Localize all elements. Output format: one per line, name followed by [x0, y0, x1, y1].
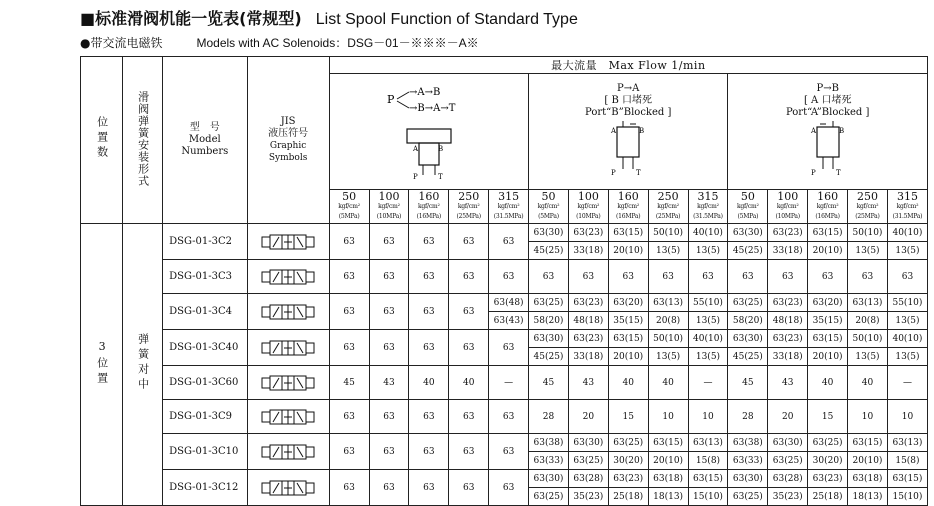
flow-value-upper: 63(38) [529, 434, 569, 452]
flow-value-lower: 58(20) [529, 312, 569, 330]
flow-value-lower: 35(15) [608, 312, 648, 330]
flow-value-lower: 20(10) [608, 242, 648, 260]
flow-value-upper: 63(30) [728, 330, 768, 348]
flow-value: 63 [768, 260, 808, 294]
flow-value: 63 [728, 260, 768, 294]
flow-value: 63 [648, 260, 688, 294]
pressure-header: 100 kgf/cm² (10MPa) [768, 190, 808, 224]
flow-value-upper: 50(10) [648, 224, 688, 242]
flow-value: 63 [329, 224, 369, 260]
flow-value-upper: 63(20) [608, 294, 648, 312]
flow-value-lower: 13(5) [887, 312, 927, 330]
flow-value: 63 [489, 434, 529, 470]
flow-value: — [489, 366, 529, 400]
table-row [81, 470, 928, 488]
flow-value: 45 [728, 366, 768, 400]
flow-value-lower: 13(5) [688, 348, 728, 366]
flow-value: 63 [409, 294, 449, 330]
flow-value-lower: 30(20) [608, 452, 648, 470]
svg-text:B: B [639, 126, 645, 135]
subtitle [80, 34, 479, 51]
flow-value-upper: 50(10) [848, 330, 888, 348]
flow-value-upper: 63(23) [768, 330, 808, 348]
graphic-symbol [247, 330, 329, 366]
flow-value-upper: 63(25) [728, 294, 768, 312]
flow-value: 63 [449, 260, 489, 294]
flow-value-lower: 33(18) [568, 348, 608, 366]
flow-value-lower: 35(23) [768, 488, 808, 506]
flow-value-lower: 63(25) [568, 452, 608, 470]
svg-text:→B→A→T: →B→A→T [408, 103, 456, 114]
flow-value-upper: 63(28) [768, 470, 808, 488]
flow-value: 43 [369, 366, 409, 400]
flow-value: 63 [808, 260, 848, 294]
group1-header [329, 74, 528, 190]
flow-value-lower: 13(5) [887, 242, 927, 260]
flow-value: 45 [529, 366, 569, 400]
flow-value: 63 [409, 224, 449, 260]
flow-value-lower: 25(18) [608, 488, 648, 506]
graphic-symbol [247, 434, 329, 470]
flow-value-lower: 20(10) [648, 452, 688, 470]
svg-text:→A→B: →A→B [408, 87, 441, 98]
flow-value: 63 [329, 294, 369, 330]
flow-value-upper: 63(13) [648, 294, 688, 312]
flow-value-lower: 15(10) [688, 488, 728, 506]
flow-value-lower: 20(10) [808, 242, 848, 260]
graphic-symbol-icon [260, 266, 316, 288]
flow-value-upper: 63(15) [808, 224, 848, 242]
flow-value: 10 [688, 400, 728, 434]
spool-spring-header: 滑阀弹簧安装形式 [123, 57, 163, 224]
pressure-header: 50 kgf/cm² (5MPa) [728, 190, 768, 224]
graphic-symbol [247, 294, 329, 330]
flow-value-lower: 33(18) [568, 242, 608, 260]
flow-value: — [887, 366, 927, 400]
flow-value-lower: 30(20) [808, 452, 848, 470]
flow-value-upper: 63(15) [887, 470, 927, 488]
flow-value-upper: 63(13) [688, 434, 728, 452]
flow-value-upper: 63(23) [608, 470, 648, 488]
model-number: DSG-01-3C40 [163, 330, 247, 366]
pressure-header: 160 kgf/cm² (16MPa) [409, 190, 449, 224]
flow-value: 63 [369, 260, 409, 294]
table-row [81, 224, 928, 242]
flow-value-lower: 13(5) [648, 348, 688, 366]
page-title [80, 6, 578, 29]
flow-value-lower: 45(25) [529, 348, 569, 366]
graphic-symbol-icon [260, 372, 316, 394]
flow-value-lower: 20(10) [608, 348, 648, 366]
svg-text:A: A [611, 126, 617, 135]
flow-value-upper: 63(30) [529, 330, 569, 348]
pressure-header: 315 kgf/cm² (31.5MPa) [489, 190, 529, 224]
flow-value-upper: 50(10) [848, 224, 888, 242]
flow-value-lower: 35(15) [808, 312, 848, 330]
flow-value-upper: 63(48) [489, 294, 529, 312]
flow-value-lower: 15(8) [688, 452, 728, 470]
svg-text:A: A [810, 126, 816, 135]
flow-value-upper: 40(10) [887, 224, 927, 242]
flow-value-lower: 63(25) [529, 488, 569, 506]
flow-value: 63 [369, 434, 409, 470]
flow-value: 63 [369, 224, 409, 260]
max-flow-header: 最大流量 Max Flow 1/min [329, 57, 927, 74]
flow-value-upper: 63(28) [568, 470, 608, 488]
graphic-symbol-icon [260, 231, 316, 253]
table-row [81, 330, 928, 348]
flow-value-lower: 13(5) [848, 242, 888, 260]
valve-flow-pab-diagram [369, 75, 489, 185]
flow-value-upper: 63(38) [728, 434, 768, 452]
flow-value-upper: 63(30) [568, 434, 608, 452]
pressure-header: 100 kgf/cm² (10MPa) [369, 190, 409, 224]
graphic-symbol-icon [260, 477, 316, 499]
table-row [81, 294, 928, 312]
flow-value: 63 [329, 260, 369, 294]
model-number: DSG-01-3C2 [163, 224, 247, 260]
flow-value: 63 [369, 294, 409, 330]
flow-value-upper: 63(15) [608, 330, 648, 348]
flow-value-lower: 35(23) [568, 488, 608, 506]
pressure-header: 315 kgf/cm² (31.5MPa) [887, 190, 927, 224]
flow-value-upper: 55(10) [887, 294, 927, 312]
svg-text:B: B [838, 126, 844, 135]
flow-value-lower: 33(18) [768, 242, 808, 260]
flow-value-lower: 13(5) [887, 348, 927, 366]
flow-value: 63 [409, 434, 449, 470]
svg-text:P: P [611, 168, 616, 177]
flow-value-lower: 25(18) [808, 488, 848, 506]
flow-value: 63 [489, 224, 529, 260]
flow-value: 63 [449, 224, 489, 260]
flow-value-lower: 63(33) [529, 452, 569, 470]
graphic-symbol-icon [260, 406, 316, 428]
flow-value-upper: 63(25) [808, 434, 848, 452]
flow-value-lower: 13(5) [848, 348, 888, 366]
svg-text:T: T [835, 168, 841, 177]
flow-value: 40 [848, 366, 888, 400]
flow-value: 20 [768, 400, 808, 434]
graphic-symbol-icon [260, 441, 316, 463]
flow-value: 63 [329, 330, 369, 366]
valve-port-a-blocked-symbol [803, 119, 853, 177]
flow-value: 40 [808, 366, 848, 400]
flow-value-upper: 63(30) [529, 224, 569, 242]
flow-value-upper: 63(23) [568, 224, 608, 242]
flow-value-lower: 33(18) [768, 348, 808, 366]
flow-value-lower: 48(18) [768, 312, 808, 330]
positions-cell: 3位置 [81, 224, 123, 506]
flow-value: 63 [449, 470, 489, 506]
pressure-header: 250 kgf/cm² (25MPa) [648, 190, 688, 224]
flow-value: 63 [329, 434, 369, 470]
flow-value-upper: 40(10) [887, 330, 927, 348]
flow-value-upper: 50(10) [648, 330, 688, 348]
pressure-header: 50 kgf/cm² (5MPa) [529, 190, 569, 224]
flow-value-upper: 63(23) [768, 294, 808, 312]
flow-value: 28 [728, 400, 768, 434]
svg-text:P: P [412, 173, 418, 181]
flow-value: 63 [489, 470, 529, 506]
flow-value-upper: 63(30) [728, 224, 768, 242]
pressure-header: 250 kgf/cm² (25MPa) [848, 190, 888, 224]
spring-type-cell: 弹簧对中 [123, 224, 163, 506]
position-count-header: 位置数 [81, 57, 123, 224]
graphic-symbol-icon [260, 337, 316, 359]
flow-value-upper: 63(30) [768, 434, 808, 452]
valve-port-b-blocked-symbol [603, 119, 653, 177]
subtitle-zh: ●带交流电磁铁 [80, 36, 163, 50]
flow-value-lower: 45(25) [728, 348, 768, 366]
flow-value-upper: 63(23) [568, 294, 608, 312]
table-row [81, 366, 928, 383]
flow-value-upper: 63(23) [568, 330, 608, 348]
flow-value: 28 [529, 400, 569, 434]
flow-value-lower: 58(20) [728, 312, 768, 330]
flow-value-upper: 40(10) [688, 330, 728, 348]
flow-value: 63 [409, 470, 449, 506]
flow-value: 63 [568, 260, 608, 294]
flow-value: — [688, 366, 728, 400]
flow-value-lower: 48(18) [568, 312, 608, 330]
flow-value: 10 [887, 400, 927, 434]
flow-value-upper: 63(15) [848, 434, 888, 452]
flow-value-lower: 20(8) [848, 312, 888, 330]
flow-value: 43 [568, 366, 608, 400]
flow-value: 40 [608, 366, 648, 400]
flow-value: 43 [768, 366, 808, 400]
flow-value: 63 [529, 260, 569, 294]
flow-value: 63 [369, 400, 409, 434]
flow-value: 45 [329, 366, 369, 400]
flow-value-upper: 63(15) [608, 224, 648, 242]
title-en: List Spool Function of Standard Type [315, 11, 578, 28]
flow-value-upper: 63(18) [648, 470, 688, 488]
flow-value: 40 [449, 366, 489, 400]
flow-value-upper: 63(30) [728, 470, 768, 488]
flow-value-lower: 15(8) [887, 452, 927, 470]
graphic-symbol [247, 470, 329, 506]
flow-value-lower: 20(10) [808, 348, 848, 366]
flow-value-upper: 63(15) [688, 470, 728, 488]
model-header: 型 号 Model Numbers [163, 57, 247, 224]
title-zh: ■标准滑阀机能一览表(常规型) [80, 9, 302, 28]
graphic-symbol [247, 260, 329, 294]
flow-value: 63 [449, 400, 489, 434]
flow-value: 40 [648, 366, 688, 400]
flow-value: 40 [409, 366, 449, 400]
graphic-symbol-icon [260, 301, 316, 323]
flow-value-lower: 63(25) [768, 452, 808, 470]
flow-value-lower: 20(10) [848, 452, 888, 470]
flow-value: 10 [848, 400, 888, 434]
flow-value-upper: 63(23) [768, 224, 808, 242]
flow-value-upper: 63(30) [529, 470, 569, 488]
model-number: DSG-01-3C4 [163, 294, 247, 330]
flow-value-lower: 13(5) [688, 242, 728, 260]
flow-value-upper: 63(13) [848, 294, 888, 312]
flow-value: 63 [409, 260, 449, 294]
flow-value-lower: 13(5) [648, 242, 688, 260]
pressure-header: 50 kgf/cm² (5MPa) [329, 190, 369, 224]
flow-value-lower: 45(25) [728, 242, 768, 260]
pressure-header: 100 kgf/cm² (10MPa) [568, 190, 608, 224]
flow-value-lower: 45(25) [529, 242, 569, 260]
graphic-symbol [247, 366, 329, 400]
flow-value-lower: 20(8) [648, 312, 688, 330]
graphic-symbol [247, 224, 329, 260]
flow-value-lower: 18(13) [848, 488, 888, 506]
flow-value-upper: 63(13) [887, 434, 927, 452]
flow-value-lower: 15(10) [887, 488, 927, 506]
flow-value: 63 [329, 470, 369, 506]
flow-value: 15 [808, 400, 848, 434]
flow-value-upper: 63(20) [808, 294, 848, 312]
table-row [81, 260, 928, 277]
model-number: DSG-01-3C3 [163, 260, 247, 294]
svg-text:A: A [412, 145, 418, 153]
flow-value-lower: 13(5) [688, 312, 728, 330]
svg-text:T: T [636, 168, 641, 177]
flow-value-lower: 63(43) [489, 312, 529, 330]
model-number: DSG-01-3C9 [163, 400, 247, 434]
flow-value: 20 [568, 400, 608, 434]
flow-value-upper: 63(25) [608, 434, 648, 452]
model-number: DSG-01-3C10 [163, 434, 247, 470]
flow-value: 63 [329, 400, 369, 434]
pressure-header: 160 kgf/cm² (16MPa) [808, 190, 848, 224]
flow-value: 63 [887, 260, 927, 294]
pressure-header: 250 kgf/cm² (25MPa) [449, 190, 489, 224]
flow-value-lower: 63(33) [728, 452, 768, 470]
svg-text:P: P [386, 93, 395, 106]
flow-value: 63 [369, 330, 409, 366]
flow-value-upper: 63(15) [808, 330, 848, 348]
flow-value: 63 [848, 260, 888, 294]
pressure-header: 160 kgf/cm² (16MPa) [608, 190, 648, 224]
model-number: DSG-01-3C12 [163, 470, 247, 506]
flow-value: 63 [449, 330, 489, 366]
svg-text:T: T [437, 173, 443, 181]
model-number: DSG-01-3C60 [163, 366, 247, 400]
svg-text:P: P [810, 168, 816, 177]
table-row [81, 434, 928, 452]
flow-value-lower: 63(25) [728, 488, 768, 506]
graphic-symbol [247, 400, 329, 434]
spool-function-table [80, 56, 928, 506]
svg-text:B: B [437, 145, 443, 153]
flow-value: 63 [449, 294, 489, 330]
flow-value: 63 [369, 470, 409, 506]
flow-value: 63 [449, 434, 489, 470]
flow-value-upper: 40(10) [688, 224, 728, 242]
flow-value-upper: 55(10) [688, 294, 728, 312]
group3-header: P→B [ A 口堵死 Port“A”Blocked ] P T A B [728, 74, 928, 190]
table-row [81, 400, 928, 417]
group2-header: P→A [ B 口堵死 Port“B”Blocked ] P T A B [529, 74, 728, 190]
flow-value-upper: 63(18) [848, 470, 888, 488]
flow-value-upper: 63(23) [808, 470, 848, 488]
flow-value: 63 [608, 260, 648, 294]
flow-value-upper: 63(25) [529, 294, 569, 312]
flow-value: 63 [489, 260, 529, 294]
pressure-header: 315 kgf/cm² (31.5MPa) [688, 190, 728, 224]
flow-value-upper: 63(15) [648, 434, 688, 452]
flow-value: 63 [409, 330, 449, 366]
flow-value-lower: 18(13) [648, 488, 688, 506]
flow-value: 15 [608, 400, 648, 434]
flow-value: 63 [489, 400, 529, 434]
flow-value: 63 [688, 260, 728, 294]
flow-value: 63 [489, 330, 529, 366]
subtitle-models: Models with AC Solenoids：DSG－01－※※※－A※ [196, 36, 479, 50]
jis-header: JIS 液压符号 Graphic Symbols [247, 57, 329, 224]
flow-value: 10 [648, 400, 688, 434]
flow-value: 63 [409, 400, 449, 434]
